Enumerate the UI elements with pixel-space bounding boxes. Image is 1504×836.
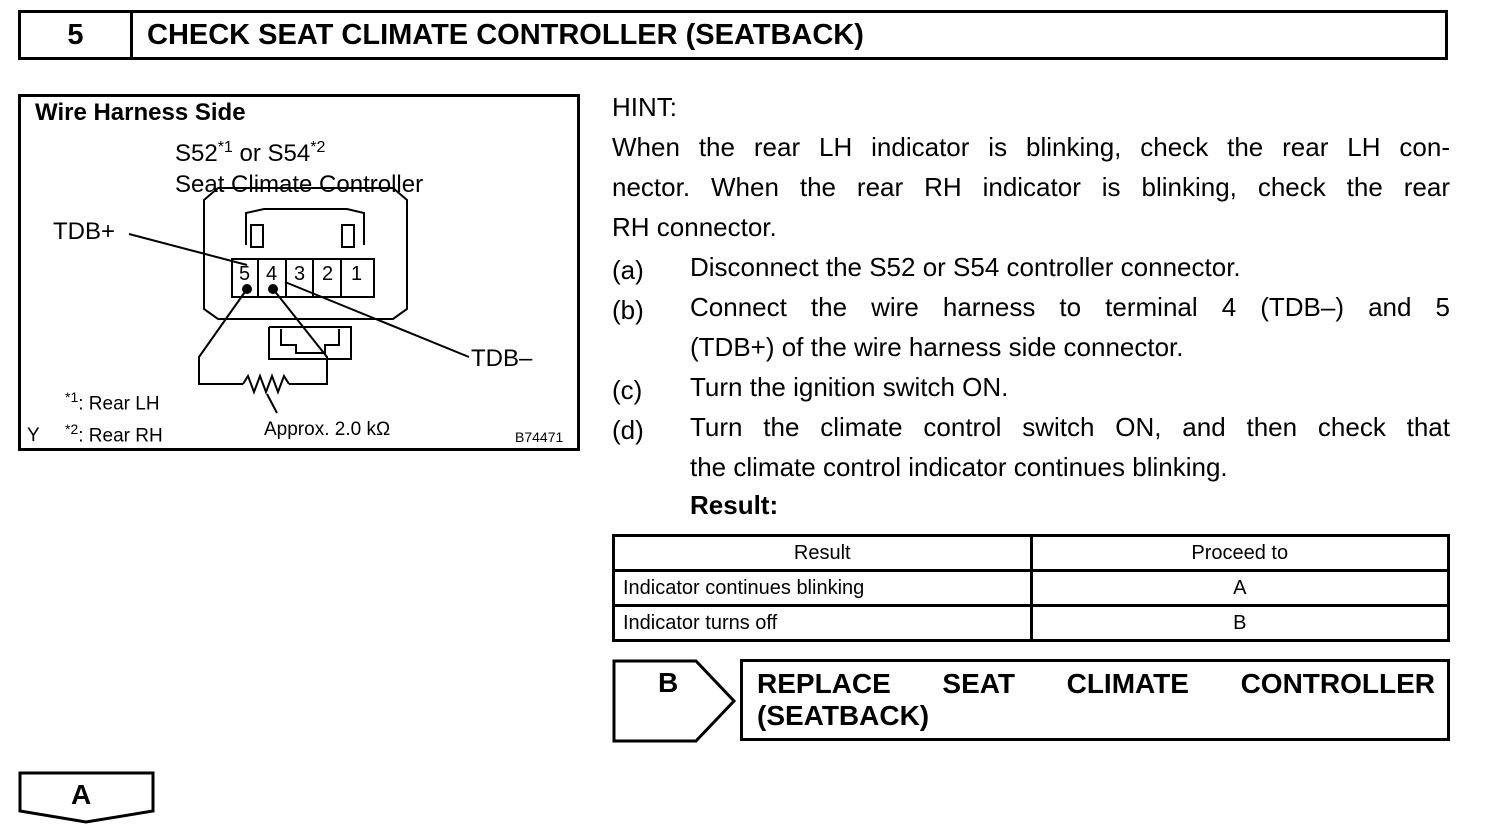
step-line: Turn the ignition switch ON. [690, 372, 1009, 402]
connector-housing [204, 188, 407, 319]
hint-label: HINT: [612, 92, 677, 122]
step-line: Connect the wire harness to terminal 4 (TDB–) and 5 [690, 292, 1450, 322]
step-line: the climate control indicator continues blinking. [690, 452, 1228, 482]
note-rear-rh [65, 421, 163, 447]
note-2-text: : Rear RH [78, 425, 163, 447]
branch-b-title-line: REPLACE SEAT CLIMATE CONTROLLER [757, 668, 1435, 699]
note-2-sup: *2 [65, 421, 79, 437]
step-line: (TDB+) of the wire harness side connector. [690, 332, 1184, 362]
step-d-text [690, 407, 1450, 487]
pin-label: 4 [266, 263, 278, 285]
result-table [612, 534, 1450, 642]
branch-a-chevron [18, 771, 156, 825]
pin-label: 5 [239, 263, 251, 285]
pin-label: 1 [351, 263, 363, 285]
table-header-row [614, 536, 1449, 571]
note-1-text: : Rear LH [78, 393, 160, 415]
table-row [614, 571, 1449, 606]
connector-name-a: S52 [175, 140, 218, 167]
hint-line: When the rear LH indicator is blinking, check the rear LH con- [612, 132, 1450, 162]
branch-b-letter: B [658, 667, 679, 698]
table-cell: A [1031, 571, 1449, 606]
note-1-sup: *1 [65, 389, 79, 405]
step-a-text [690, 247, 1450, 287]
step-a-label: (a) [612, 255, 644, 285]
step-number: 5 [21, 13, 133, 57]
hint-line: RH connector. [612, 212, 777, 242]
branch-a-letter: A [71, 779, 92, 810]
connector-description: Seat Climate Controller [175, 171, 424, 198]
pin-label: 3 [294, 263, 306, 285]
step-b-text [690, 287, 1450, 367]
note-rear-lh [65, 389, 160, 415]
result-label: Result: [690, 490, 779, 520]
step-line: Turn the climate control switch ON, and then check that [690, 412, 1450, 442]
branch-b-title-line: (SEATBACK) [757, 700, 930, 731]
label-tdb-plus: TDB+ [53, 218, 116, 245]
connector-sup-2: *2 [310, 139, 326, 156]
label-tdb-minus: TDB– [471, 345, 533, 372]
step-b-label: (b) [612, 295, 644, 325]
step-line: Disconnect the S52 or S54 controller connector. [690, 252, 1241, 282]
table-cell: Indicator turns off [614, 606, 1032, 641]
step-c-text [690, 367, 1450, 407]
step-d-label: (d) [612, 415, 644, 445]
test-lead-left [199, 289, 247, 384]
tdb-plus-leader [129, 234, 247, 265]
figure-id: B74471 [515, 429, 564, 445]
table-cell: Indicator continues blinking [614, 571, 1032, 606]
connector-or: or [232, 140, 268, 167]
hint-line: nector. When the rear RH indicator is blinking, check the rear [612, 172, 1450, 202]
table-header: Result [614, 536, 1032, 571]
table-header: Proceed to [1031, 536, 1449, 571]
resistor-symbol [243, 376, 289, 392]
branch-b-chevron [612, 659, 738, 743]
connector-name [175, 139, 325, 168]
resistance-label: Approx. 2.0 kΩ [264, 419, 391, 440]
pin-label: 2 [322, 263, 334, 285]
diagram-heading: Wire Harness Side [35, 99, 246, 126]
table-cell: B [1031, 606, 1449, 641]
hint-text [612, 127, 1450, 247]
step-header [18, 10, 1448, 60]
branch-b-title [740, 659, 1450, 741]
step-title: CHECK SEAT CLIMATE CONTROLLER (SEATBACK) [147, 18, 864, 51]
connector-name-b: S54 [267, 140, 311, 167]
table-row [614, 606, 1449, 641]
wire-harness-diagram [18, 94, 580, 451]
step-c-label: (c) [612, 375, 643, 405]
corner-letter: Y [27, 425, 40, 446]
connector-sup-1: *1 [217, 139, 233, 156]
